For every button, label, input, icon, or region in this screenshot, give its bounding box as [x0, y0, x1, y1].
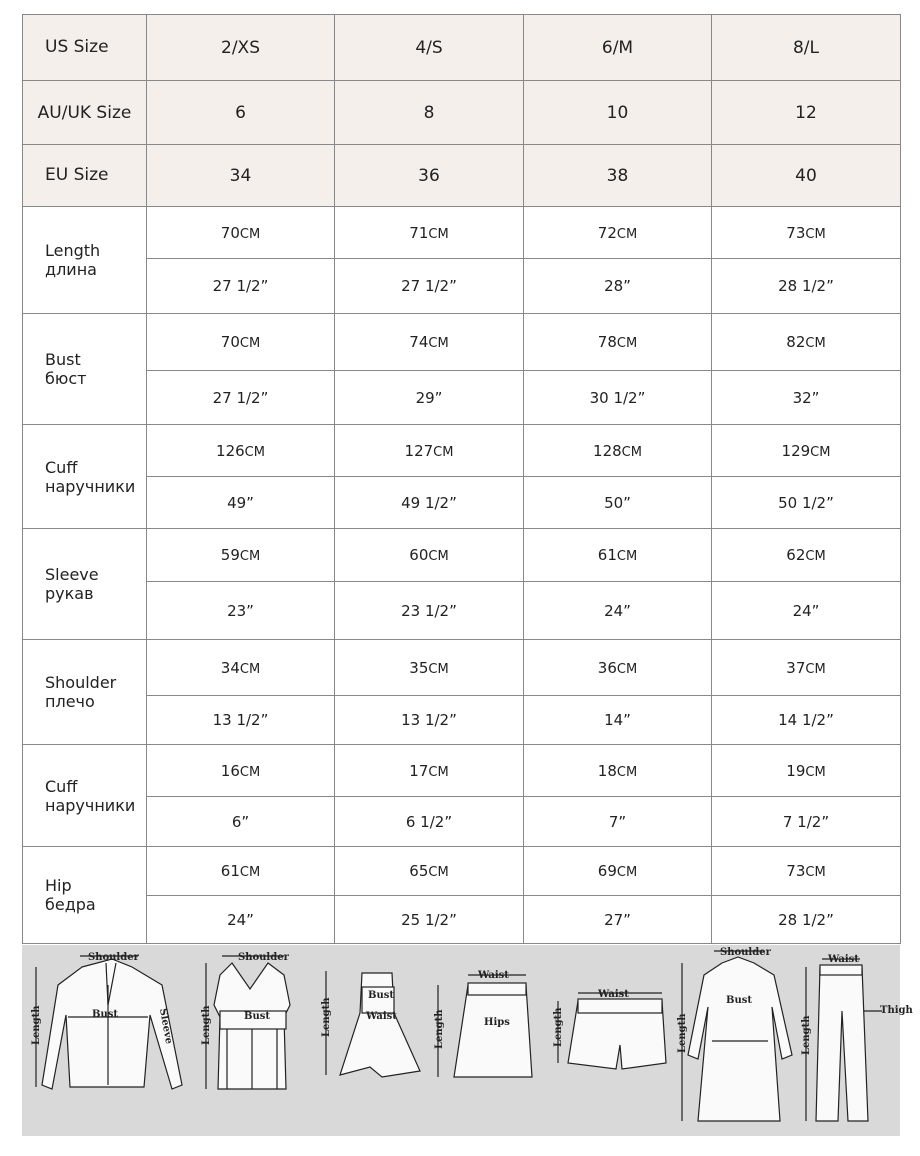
- cm-unit: CM: [239, 764, 261, 780]
- inch-cell: 7 1/2”: [712, 797, 901, 847]
- measure-label-ru: наручники: [45, 795, 136, 815]
- inch-cell: 28 1/2”: [712, 896, 901, 944]
- cm-cell: [335, 745, 524, 797]
- cm-cell: [147, 640, 335, 696]
- cm-value: 17: [409, 761, 429, 780]
- size-cell: 10: [524, 81, 712, 145]
- size-cell: 6/M: [524, 15, 712, 81]
- inch-cell: 24”: [712, 582, 901, 640]
- cm-unit: CM: [616, 226, 638, 242]
- length-label-4: Length: [434, 1009, 445, 1049]
- measure-label: [23, 425, 147, 529]
- cm-cell: [712, 745, 901, 797]
- cm-unit: CM: [616, 865, 638, 880]
- length-label: Length: [31, 1005, 42, 1045]
- cm-value: 19: [786, 761, 806, 780]
- measure-row-cm: [23, 314, 901, 371]
- measure-label: [23, 847, 147, 944]
- coat-diagram: [677, 947, 792, 1121]
- measure-label-en: Cuff: [45, 776, 78, 796]
- cm-unit: CM: [239, 661, 261, 677]
- cm-unit: CM: [239, 336, 261, 351]
- measure-label-ru: плечо: [45, 692, 95, 711]
- inch-cell: 13 1/2”: [147, 696, 335, 745]
- cm-value: 126: [216, 441, 245, 460]
- row-label: EU Size: [23, 145, 147, 207]
- cm-unit: CM: [239, 865, 261, 880]
- trousers-diagram: [801, 954, 914, 1121]
- measure-label-ru: наручники: [45, 476, 136, 496]
- inch-cell: 13 1/2”: [335, 696, 524, 745]
- length-label-5: Length: [553, 1007, 564, 1047]
- cm-unit: CM: [428, 661, 449, 677]
- cm-value: 69: [597, 862, 617, 880]
- measure-row-cm: [23, 529, 901, 582]
- inch-cell: 6”: [147, 797, 335, 847]
- measure-label-ru: бедра: [45, 895, 96, 914]
- cm-unit: CM: [239, 549, 261, 564]
- cm-value: 16: [220, 761, 240, 780]
- inch-cell: 7”: [524, 797, 712, 847]
- cm-unit: CM: [428, 549, 449, 564]
- cm-cell: [335, 425, 524, 477]
- measure-row-inch: [23, 477, 901, 529]
- measure-label-ru: длина: [45, 260, 97, 279]
- measure-label-en: Hip: [45, 876, 72, 895]
- cm-cell: [712, 314, 901, 371]
- cm-value: 129: [781, 441, 811, 460]
- size-cell: 12: [712, 81, 901, 145]
- sleeve-label: Sleeve: [157, 1007, 175, 1045]
- cm-value: 128: [593, 441, 622, 460]
- cm-unit: CM: [805, 336, 826, 351]
- cm-unit: CM: [428, 336, 449, 351]
- thigh-label-7: Thigh: [880, 1005, 913, 1016]
- cm-value: 71: [409, 223, 429, 242]
- header-row-us: [23, 15, 901, 81]
- inch-cell: 50 1/2”: [712, 477, 901, 529]
- measure-label-en: Cuff: [45, 457, 78, 477]
- cm-unit: CM: [616, 764, 638, 780]
- cm-cell: [335, 314, 524, 371]
- cm-cell: [524, 529, 712, 582]
- cm-unit: CM: [616, 549, 638, 564]
- cm-value: 35: [409, 658, 429, 677]
- measure-row-inch: [23, 797, 901, 847]
- size-cell: 6: [147, 81, 335, 145]
- inch-cell: 14 1/2”: [712, 696, 901, 745]
- cm-cell: [524, 207, 712, 259]
- cm-unit: CM: [433, 444, 454, 460]
- cm-cell: [524, 314, 712, 371]
- cm-cell: [335, 207, 524, 259]
- size-cell: 2/XS: [147, 15, 335, 81]
- measure-row-inch: [23, 896, 901, 944]
- cm-cell: [147, 314, 335, 371]
- cm-unit: CM: [616, 661, 638, 677]
- cm-unit: CM: [428, 865, 449, 880]
- measure-row-cm: [23, 745, 901, 797]
- waist-label-5: Waist: [598, 989, 629, 1000]
- cm-unit: CM: [805, 549, 826, 564]
- cm-cell: [524, 425, 712, 477]
- bust-label-6: Bust: [726, 995, 752, 1006]
- measure-row-inch: [23, 696, 901, 745]
- cm-cell: [147, 425, 335, 477]
- inch-cell: 30 1/2”: [524, 371, 712, 425]
- cm-value: 18: [597, 761, 617, 780]
- cm-unit: CM: [616, 336, 638, 351]
- cm-cell: [335, 847, 524, 896]
- cm-value: 34: [220, 658, 240, 677]
- inch-cell: 24”: [524, 582, 712, 640]
- inch-cell: 27”: [524, 896, 712, 944]
- shoulder-label-2: Shoulder: [238, 952, 289, 963]
- bust-label-3: Bust: [368, 990, 394, 1001]
- inch-cell: 29”: [335, 371, 524, 425]
- inch-cell: 23”: [147, 582, 335, 640]
- cm-cell: [147, 847, 335, 896]
- cm-cell: [147, 207, 335, 259]
- cm-value: 127: [404, 441, 434, 460]
- size-cell: 8/L: [712, 15, 901, 81]
- bust-label: Bust: [92, 1009, 118, 1020]
- cm-cell: [712, 640, 901, 696]
- measure-row-cm: [23, 425, 901, 477]
- cm-value: 62: [786, 546, 806, 564]
- cm-value: 65: [409, 862, 429, 880]
- cm-value: 61: [597, 546, 617, 564]
- cm-value: 70: [220, 223, 240, 242]
- inch-cell: 28 1/2”: [712, 259, 901, 314]
- inch-cell: 27 1/2”: [147, 259, 335, 314]
- bust-label-2: Bust: [244, 1011, 270, 1022]
- cm-value: 60: [409, 546, 429, 564]
- size-cell: 38: [524, 145, 712, 207]
- cm-unit: CM: [805, 226, 826, 242]
- cm-cell: [712, 847, 901, 896]
- size-cell: 34: [147, 145, 335, 207]
- measure-label: [23, 314, 147, 425]
- measure-label-en: Bust: [45, 350, 81, 369]
- cm-unit: CM: [428, 764, 449, 780]
- cm-unit: CM: [244, 444, 265, 460]
- cm-value: 74: [409, 333, 429, 351]
- inch-cell: 49”: [147, 477, 335, 529]
- row-label: AU/UK Size: [23, 81, 147, 145]
- measure-label-en: Length: [45, 241, 101, 260]
- cm-unit: CM: [428, 226, 449, 242]
- blouse-diagram: [31, 952, 182, 1089]
- cm-value: 59: [220, 546, 240, 564]
- cm-unit: CM: [810, 444, 831, 460]
- shoulder-label: Shoulder: [88, 952, 139, 963]
- cm-unit: CM: [805, 661, 826, 677]
- inch-cell: 27 1/2”: [335, 259, 524, 314]
- dress-diagram: [321, 971, 420, 1077]
- inch-cell: 25 1/2”: [335, 896, 524, 944]
- measure-row-cm: [23, 847, 901, 896]
- cm-unit: CM: [621, 444, 642, 460]
- garment-measurement-diagram: [22, 945, 913, 1136]
- waist-label-3: Waist: [366, 1011, 397, 1022]
- measure-label: [23, 745, 147, 847]
- measure-label-ru: бюст: [45, 369, 87, 388]
- cm-unit: CM: [805, 865, 826, 880]
- cm-value: 82: [786, 333, 806, 351]
- measure-row-inch: [23, 371, 901, 425]
- measure-label-ru: рукав: [45, 584, 94, 603]
- cm-value: 37: [786, 658, 806, 677]
- row-label: US Size: [23, 15, 147, 81]
- cm-unit: CM: [805, 764, 826, 780]
- cm-unit: CM: [239, 226, 261, 242]
- cm-value: 73: [786, 862, 806, 880]
- cm-value: 72: [597, 223, 617, 242]
- length-label-6: Length: [677, 1013, 688, 1053]
- cm-value: 78: [597, 333, 617, 351]
- header-row-au: [23, 81, 901, 145]
- cm-cell: [335, 529, 524, 582]
- measure-row-inch: [23, 582, 901, 640]
- skirt-diagram: [434, 970, 532, 1077]
- shorts-diagram: [553, 989, 666, 1069]
- size-cell: 4/S: [335, 15, 524, 81]
- measure-label-en: Shoulder: [45, 673, 117, 692]
- inch-cell: 23 1/2”: [335, 582, 524, 640]
- waist-label-4: Waist: [478, 970, 509, 981]
- measure-label: [23, 640, 147, 745]
- inch-cell: 32”: [712, 371, 901, 425]
- inch-cell: 24”: [147, 896, 335, 944]
- inch-cell: 49 1/2”: [335, 477, 524, 529]
- inch-cell: 14”: [524, 696, 712, 745]
- header-row-eu: [23, 145, 901, 207]
- measure-row-cm: [23, 640, 901, 696]
- measure-label: [23, 207, 147, 314]
- inch-cell: 50”: [524, 477, 712, 529]
- measure-label: [23, 529, 147, 640]
- length-label-7: Length: [801, 1015, 812, 1055]
- size-chart-table: [22, 14, 901, 944]
- cm-cell: [712, 207, 901, 259]
- cm-value: 61: [220, 862, 240, 880]
- tank-top-diagram: [201, 952, 290, 1089]
- cm-value: 36: [597, 658, 617, 677]
- waist-label-7: Waist: [828, 954, 859, 965]
- cm-cell: [712, 425, 901, 477]
- measure-row-cm: [23, 207, 901, 259]
- measure-label-en: Sleeve: [45, 565, 99, 584]
- cm-cell: [147, 529, 335, 582]
- hips-label-4: Hips: [484, 1017, 510, 1028]
- cm-value: 70: [220, 333, 240, 351]
- cm-cell: [712, 529, 901, 582]
- cm-cell: [524, 847, 712, 896]
- cm-value: 73: [786, 223, 806, 242]
- size-cell: 40: [712, 145, 901, 207]
- length-label-2: Length: [201, 1005, 212, 1045]
- cm-cell: [147, 745, 335, 797]
- size-cell: 8: [335, 81, 524, 145]
- size-cell: 36: [335, 145, 524, 207]
- length-label-3: Length: [321, 997, 332, 1037]
- inch-cell: 28”: [524, 259, 712, 314]
- inch-cell: 27 1/2”: [147, 371, 335, 425]
- inch-cell: 6 1/2”: [335, 797, 524, 847]
- cm-cell: [524, 640, 712, 696]
- cm-cell: [524, 745, 712, 797]
- cm-cell: [335, 640, 524, 696]
- measure-row-inch: [23, 259, 901, 314]
- shoulder-label-6: Shoulder: [720, 947, 771, 958]
